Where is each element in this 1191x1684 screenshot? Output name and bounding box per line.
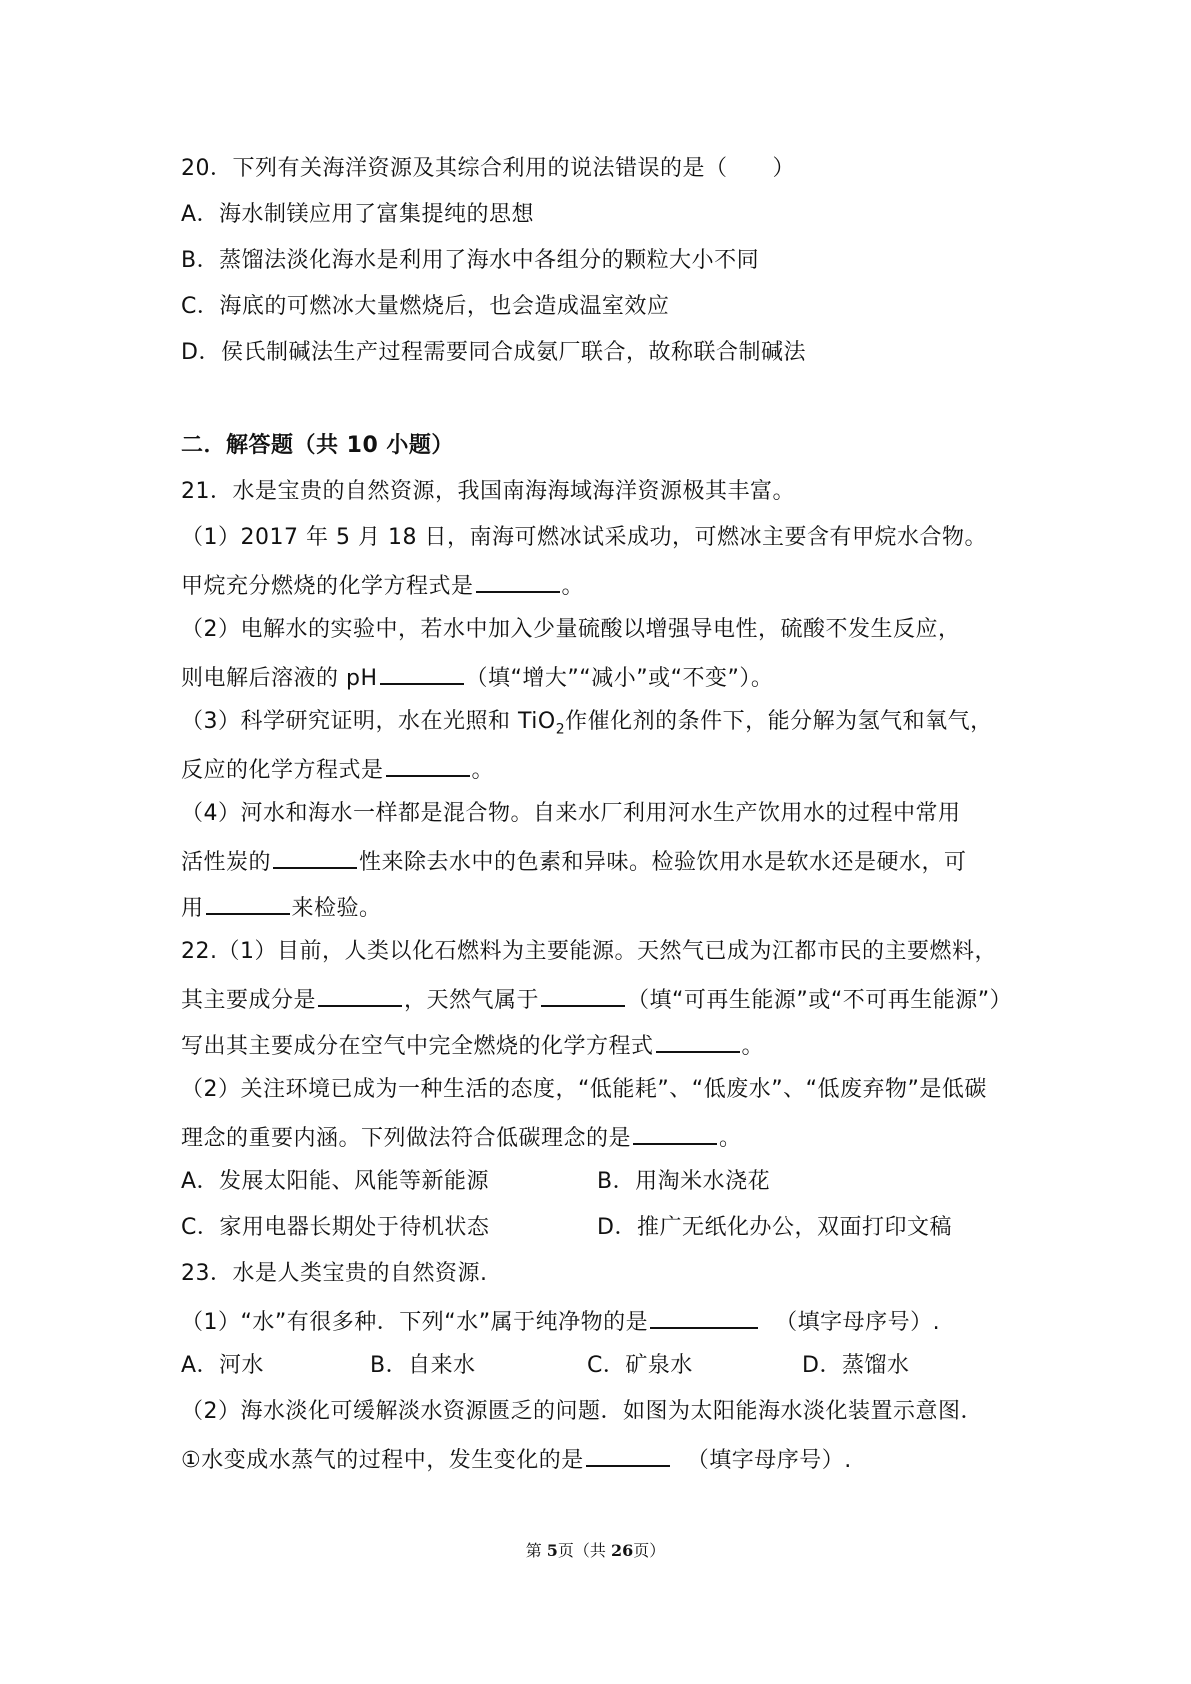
- answer-blank[interactable]: [380, 661, 464, 685]
- q20-option-c: C．海底的可燃冰大量燃烧后，也会造成温室效应: [181, 294, 670, 319]
- q22-part2-end: 。: [719, 1126, 742, 1151]
- q21-part1-line1: （1）2017 年 5 月 18 日，南海可燃冰试采成功，可燃冰主要含有甲烷水合物。: [181, 525, 987, 550]
- q23-option-a: A．河水: [181, 1353, 265, 1378]
- q23-part1-text: （1）“水”有很多种．下列“水”属于纯净物的是: [181, 1310, 649, 1335]
- q23-part1: [181, 1305, 940, 1338]
- q21-part2-end: （填“增大”“减小”或“不变”）。: [465, 666, 774, 691]
- page-footer: [0, 1538, 1191, 1561]
- q21-part3-end: 。: [471, 758, 495, 783]
- q20-option-b: B．蒸馏法淡化海水是利用了海水中各组分的颗粒大小不同: [181, 248, 760, 273]
- q23-option-b: B．自来水: [370, 1353, 476, 1378]
- answer-blank[interactable]: [476, 569, 560, 593]
- q20-stem: 20．下列有关海洋资源及其综合利用的说法错误的是（ ）: [181, 156, 795, 181]
- q21-part1-text: 甲烷充分燃烧的化学方程式是: [181, 574, 474, 599]
- q22-part2-line1: （2）关注环境已成为一种生活的态度，“低能耗”、“低废水”、“低废弃物”是低碳: [181, 1077, 987, 1102]
- q20-option-d: D．侯氏制碱法生产过程需要同合成氨厂联合，故称联合制碱法: [181, 340, 806, 365]
- q21-part4-text-cont: 性来除去水中的色素和异味。检验饮用水是软水还是硬水，可: [359, 850, 967, 875]
- q22-part1-line2: [181, 983, 1012, 1016]
- subscript-2: 2: [555, 721, 566, 738]
- answer-blank[interactable]: [656, 1029, 740, 1053]
- footer-text-end: 页）: [633, 1541, 666, 1560]
- q21-part3-text2: 反应的化学方程式是: [181, 758, 384, 783]
- q20-option-a: A．海水制镁应用了富集提纯的思想: [181, 202, 535, 227]
- q22-option-c: C．家用电器长期处于待机状态: [181, 1215, 490, 1240]
- q23-part2-end: （填字母序号）.: [686, 1448, 852, 1473]
- q21-part3-line1: [181, 707, 993, 744]
- q21-part1-end: 。: [561, 574, 585, 599]
- answer-blank[interactable]: [650, 1305, 758, 1329]
- q21-part4-line3: [181, 891, 382, 924]
- q23-part1-end: （填字母序号）.: [775, 1310, 941, 1335]
- total-pages: 26: [611, 1541, 634, 1560]
- q21-part2-line2: [181, 661, 773, 694]
- q22-option-a: A．发展太阳能、风能等新能源: [181, 1169, 490, 1194]
- answer-blank[interactable]: [586, 1443, 670, 1467]
- q22-part1-text: 其主要成分是: [181, 988, 317, 1013]
- answer-blank[interactable]: [273, 845, 357, 869]
- q21-part1-line2: [181, 569, 584, 602]
- q21-part4-line1: （4）河水和海水一样都是混合物。自来水厂利用河水生产饮用水的过程中常用: [181, 801, 961, 826]
- q23-stem: 23．水是人类宝贵的自然资源.: [181, 1261, 488, 1286]
- q22-part1-end: 。: [741, 1034, 765, 1059]
- answer-blank[interactable]: [318, 983, 402, 1007]
- q23-option-c: C．矿泉水: [587, 1353, 693, 1378]
- footer-text-mid: 页（共: [557, 1541, 612, 1560]
- q22-part1-text-c: （填“可再生能源”或“不可再生能源”）: [627, 988, 1013, 1013]
- answer-blank[interactable]: [541, 983, 625, 1007]
- answer-blank[interactable]: [206, 891, 290, 915]
- q21-stem: 21．水是宝贵的自然资源，我国南海海域海洋资源极其丰富。: [181, 479, 795, 504]
- q21-part4-line2: [181, 845, 967, 878]
- q23-part2-line2: [181, 1443, 852, 1476]
- q21-part3-text: （3）科学研究证明，水在光照和 TiO: [181, 709, 556, 734]
- q23-option-d: D．蒸馏水: [802, 1353, 910, 1378]
- q21-part2-line1: （2）电解水的实验中，若水中加入少量硫酸以增强导电性，硫酸不发生反应，: [181, 617, 961, 642]
- q21-part4-text3: 用: [181, 896, 204, 921]
- q22-option-d: D．推广无纸化办公，双面打印文稿: [597, 1215, 952, 1240]
- q23-part2-line1: （2）海水淡化可缓解淡水资源匮乏的问题．如图为太阳能海水淡化装置示意图．: [181, 1399, 983, 1424]
- q22-part2-text: 理念的重要内涵。下列做法符合低碳理念的是: [181, 1126, 632, 1151]
- q22-part2-line2: [181, 1121, 742, 1154]
- footer-text: 第: [525, 1541, 547, 1560]
- answer-blank[interactable]: [386, 753, 470, 777]
- q22-part1-text-b: ，天然气属于: [404, 988, 540, 1013]
- q21-part3-line2: [181, 753, 494, 786]
- answer-blank[interactable]: [633, 1121, 717, 1145]
- page-number: 5: [546, 1541, 558, 1560]
- q22-part1-line1: 22.（1）目前，人类以化石燃料为主要能源。天然气已成为江都市民的主要燃料，: [181, 939, 997, 964]
- q22-option-b: B．用淘米水浇花: [597, 1169, 771, 1194]
- section-heading: 二．解答题（共 10 小题）: [181, 433, 454, 458]
- q22-part1-line3: [181, 1029, 764, 1062]
- q22-part1-text3: 写出其主要成分在空气中完全燃烧的化学方程式: [181, 1034, 654, 1059]
- q21-part4-end: 来检验。: [291, 896, 382, 921]
- q21-part2-text: 则电解后溶液的 pH: [181, 666, 378, 691]
- q21-part4-text: 活性炭的: [181, 850, 272, 875]
- q21-part3-text-cont: 作催化剂的条件下，能分解为氢气和氧气，: [565, 709, 993, 734]
- q23-part2-text: ①水变成水蒸气的过程中，发生变化的是: [181, 1448, 584, 1473]
